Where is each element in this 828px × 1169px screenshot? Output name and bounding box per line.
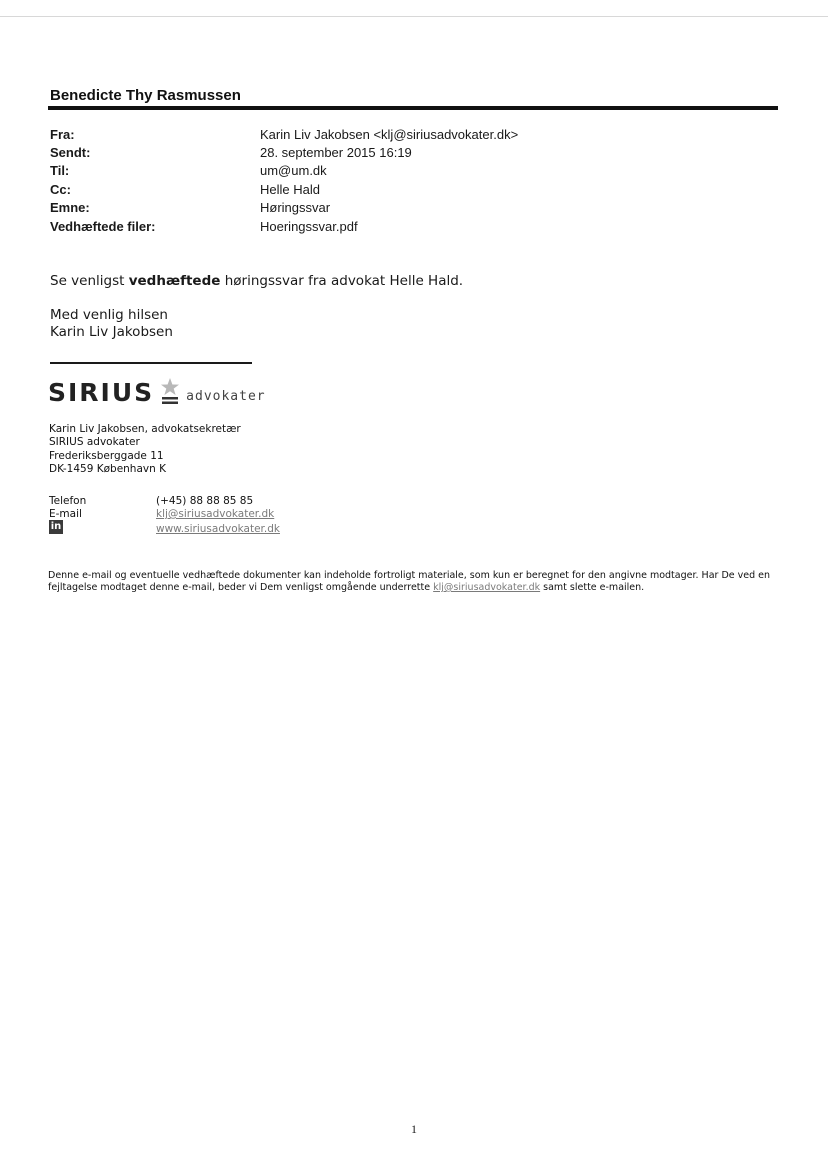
disclaimer (48, 570, 778, 594)
disclaimer-text: samt slette e-mailen. (540, 582, 645, 593)
cc-value: Helle Hald (260, 182, 320, 197)
closing-line: Med venlig hilsen (50, 307, 168, 323)
linkedin-icon[interactable]: in (50, 521, 62, 532)
sent-value: 28. september 2015 16:19 (260, 145, 412, 160)
message-text: Se venligst (50, 273, 129, 289)
page-number: 1 (411, 1122, 417, 1136)
sender-name: Karin Liv Jakobsen (50, 324, 173, 340)
sent-label: Sendt: (50, 145, 91, 160)
attachment-file[interactable]: Hoeringssvar.pdf (260, 219, 358, 234)
from-label: Fra: (50, 127, 75, 142)
phone-value: (+45) 88 88 85 85 (156, 495, 254, 507)
message-text: høringssvar fra advokat Helle Hald. (220, 273, 464, 289)
star-icon (160, 377, 180, 405)
message-line (50, 272, 463, 290)
subject-value: Høringssvar (260, 200, 331, 215)
email-link[interactable]: klj@siriusadvokater.dk (156, 508, 275, 520)
to-value: um@um.dk (260, 163, 327, 178)
message-emphasis: vedhæftede (128, 273, 221, 289)
logo-subtitle: advokater (186, 389, 266, 404)
disclaimer-email-link[interactable]: klj@siriusadvokater.dk (433, 582, 541, 593)
scan-top-edge (0, 16, 828, 17)
header-divider (48, 106, 778, 110)
signature-line: DK-1459 København K (49, 463, 166, 475)
website-link[interactable]: www.siriusadvokater.dk (156, 523, 280, 535)
signature-line: Frederiksberggade 11 (49, 450, 164, 462)
disclaimer-text: Denne e-mail og eventuelle vedhæftede dokumenter kan indeholde fortroligt materiale, som kun er beregnet for den angivne modtager. Har De ved en fejltagelse modtaget denne e-mail, beder vi Dem venligst omgående underrette (48, 570, 770, 593)
signature-divider (50, 362, 252, 364)
attachments-label: Vedhæftede filer: (50, 219, 156, 234)
sirius-logo (48, 374, 266, 408)
subject-label: Emne: (50, 200, 90, 215)
signature-line: Karin Liv Jakobsen, advokatsekretær (49, 423, 241, 435)
cc-label: Cc: (50, 182, 71, 197)
to-label: Til: (50, 163, 70, 178)
from-value: Karin Liv Jakobsen <klj@siriusadvokater.dk> (260, 127, 519, 142)
logo-word: SIRIUS (48, 378, 155, 407)
email-label: E-mail (49, 508, 82, 520)
signature-line: SIRIUS advokater (49, 436, 140, 448)
phone-label: Telefon (49, 495, 87, 507)
mailbox-owner-name: Benedicte Thy Rasmussen (50, 87, 241, 104)
